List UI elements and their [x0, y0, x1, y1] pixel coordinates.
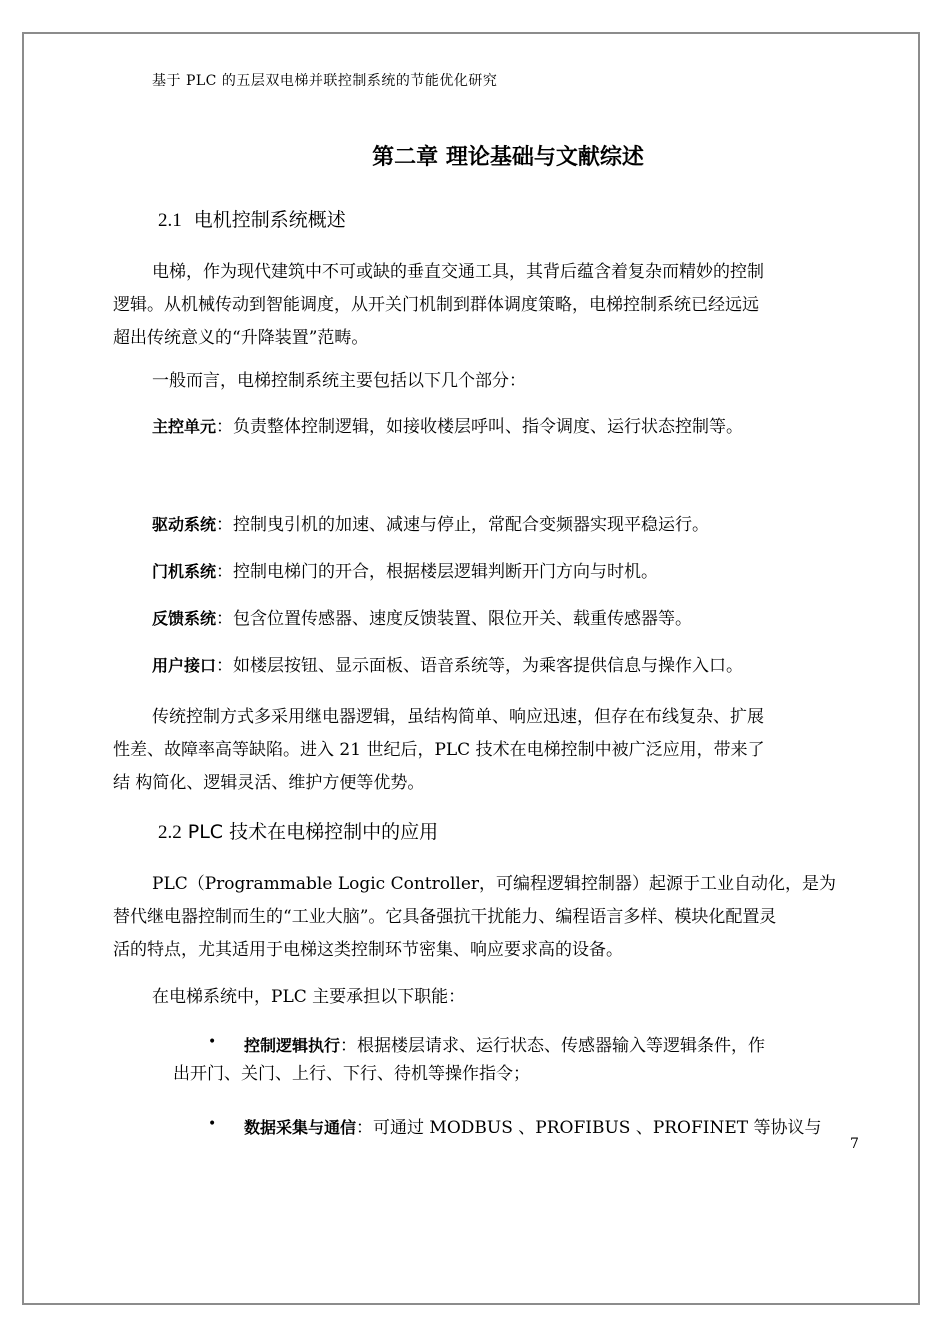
component-item — [152, 604, 692, 629]
component-term: 主控单元 — [152, 417, 217, 436]
section-heading-2-2 — [158, 817, 438, 844]
component-desc: ：控制曳引机的加速、减速与停止，常配合变频器实现平稳运行。 — [216, 515, 710, 535]
bullet-continuation: 出开门、关门、上行、下行、待机等操作指令； — [173, 1064, 530, 1084]
paragraph-line: 在电梯系统中，PLC 主要承担以下职能： — [152, 987, 466, 1007]
paragraph-line: 超出传统意义的“升降装置”范畴。 — [113, 328, 369, 348]
paragraph-line: 一般而言，电梯控制系统主要包括以下几个部分： — [152, 371, 526, 391]
paragraph-line: 传统控制方式多采用继电器逻辑，虽结构简单、响应迅速，但存在布线复杂、扩展 — [152, 707, 764, 727]
bullet-symbol: • — [208, 1116, 217, 1132]
component-term: 驱动系统 — [152, 515, 217, 534]
component-item — [152, 651, 743, 676]
paragraph-line: 替代继电器控制而生的“工业大脑”。它具备强抗干扰能力、编程语言多样、模块化配置灵 — [113, 907, 777, 927]
paragraph-line: 结 构简化、逻辑灵活、维护方便等优势。 — [113, 773, 425, 793]
bullet-desc: ：可通过 MODBUS 、PROFIBUS 、PROFINET 等协议与 — [356, 1118, 822, 1138]
component-desc: ：包含位置传感器、速度反馈装置、限位开关、载重传感器等。 — [216, 609, 693, 629]
component-desc: ：控制电梯门的开合，根据楼层逻辑判断开门方向与时机。 — [216, 562, 659, 582]
bullet-item — [244, 1113, 822, 1138]
bullet-term: 控制逻辑执行 — [244, 1036, 341, 1055]
component-term: 用户接口 — [152, 656, 217, 675]
bullet-desc: ：根据楼层请求、运行状态、传感器输入等逻辑条件，作 — [340, 1036, 766, 1056]
component-item — [152, 557, 658, 582]
component-term: 反馈系统 — [152, 609, 217, 628]
paragraph-line: 性差、故障率高等缺陷。进入 21 世纪后，PLC 技术在电梯控制中被广泛应用，带来了 — [113, 740, 765, 760]
chapter-title: 第二章 理论基础与文献综述 — [372, 145, 644, 170]
paragraph-line: PLC（Programmable Logic Controller，可编程逻辑控制器）起源于工业自动化，是为 — [152, 874, 837, 894]
page-number: 7 — [850, 1136, 859, 1152]
bullet-symbol: • — [208, 1034, 217, 1050]
paragraph-line: 电梯，作为现代建筑中不可或缺的垂直交通工具，其背后蕴含着复杂而精妙的控制 — [152, 262, 764, 282]
component-item — [152, 412, 743, 437]
bullet-term: 数据采集与通信 — [244, 1118, 357, 1137]
component-desc: ：负责整体控制逻辑，如接收楼层呼叫、指令调度、运行状态控制等。 — [216, 417, 744, 437]
section-title: PLC 技术在电梯控制中的应用 — [187, 821, 439, 843]
bullet-item — [244, 1031, 765, 1056]
paragraph-line: 逻辑。从机械传动到智能调度，从开关门机制到群体调度策略，电梯控制系统已经远远 — [113, 295, 759, 315]
section-heading-2-1 — [158, 205, 346, 232]
section-title: 电机控制系统概述 — [193, 209, 346, 231]
section-number: 2.1 — [158, 210, 182, 231]
running-header: 基于 PLC 的五层双电梯并联控制系统的节能优化研究 — [152, 73, 498, 89]
paragraph-line: 活的特点，尤其适用于电梯这类控制环节密集、响应要求高的设备。 — [113, 940, 623, 960]
section-number: 2.2 — [158, 822, 182, 843]
component-desc: ：如楼层按钮、显示面板、语音系统等，为乘客提供信息与操作入口。 — [216, 656, 744, 676]
component-item — [152, 510, 709, 535]
component-term: 门机系统 — [152, 562, 217, 581]
